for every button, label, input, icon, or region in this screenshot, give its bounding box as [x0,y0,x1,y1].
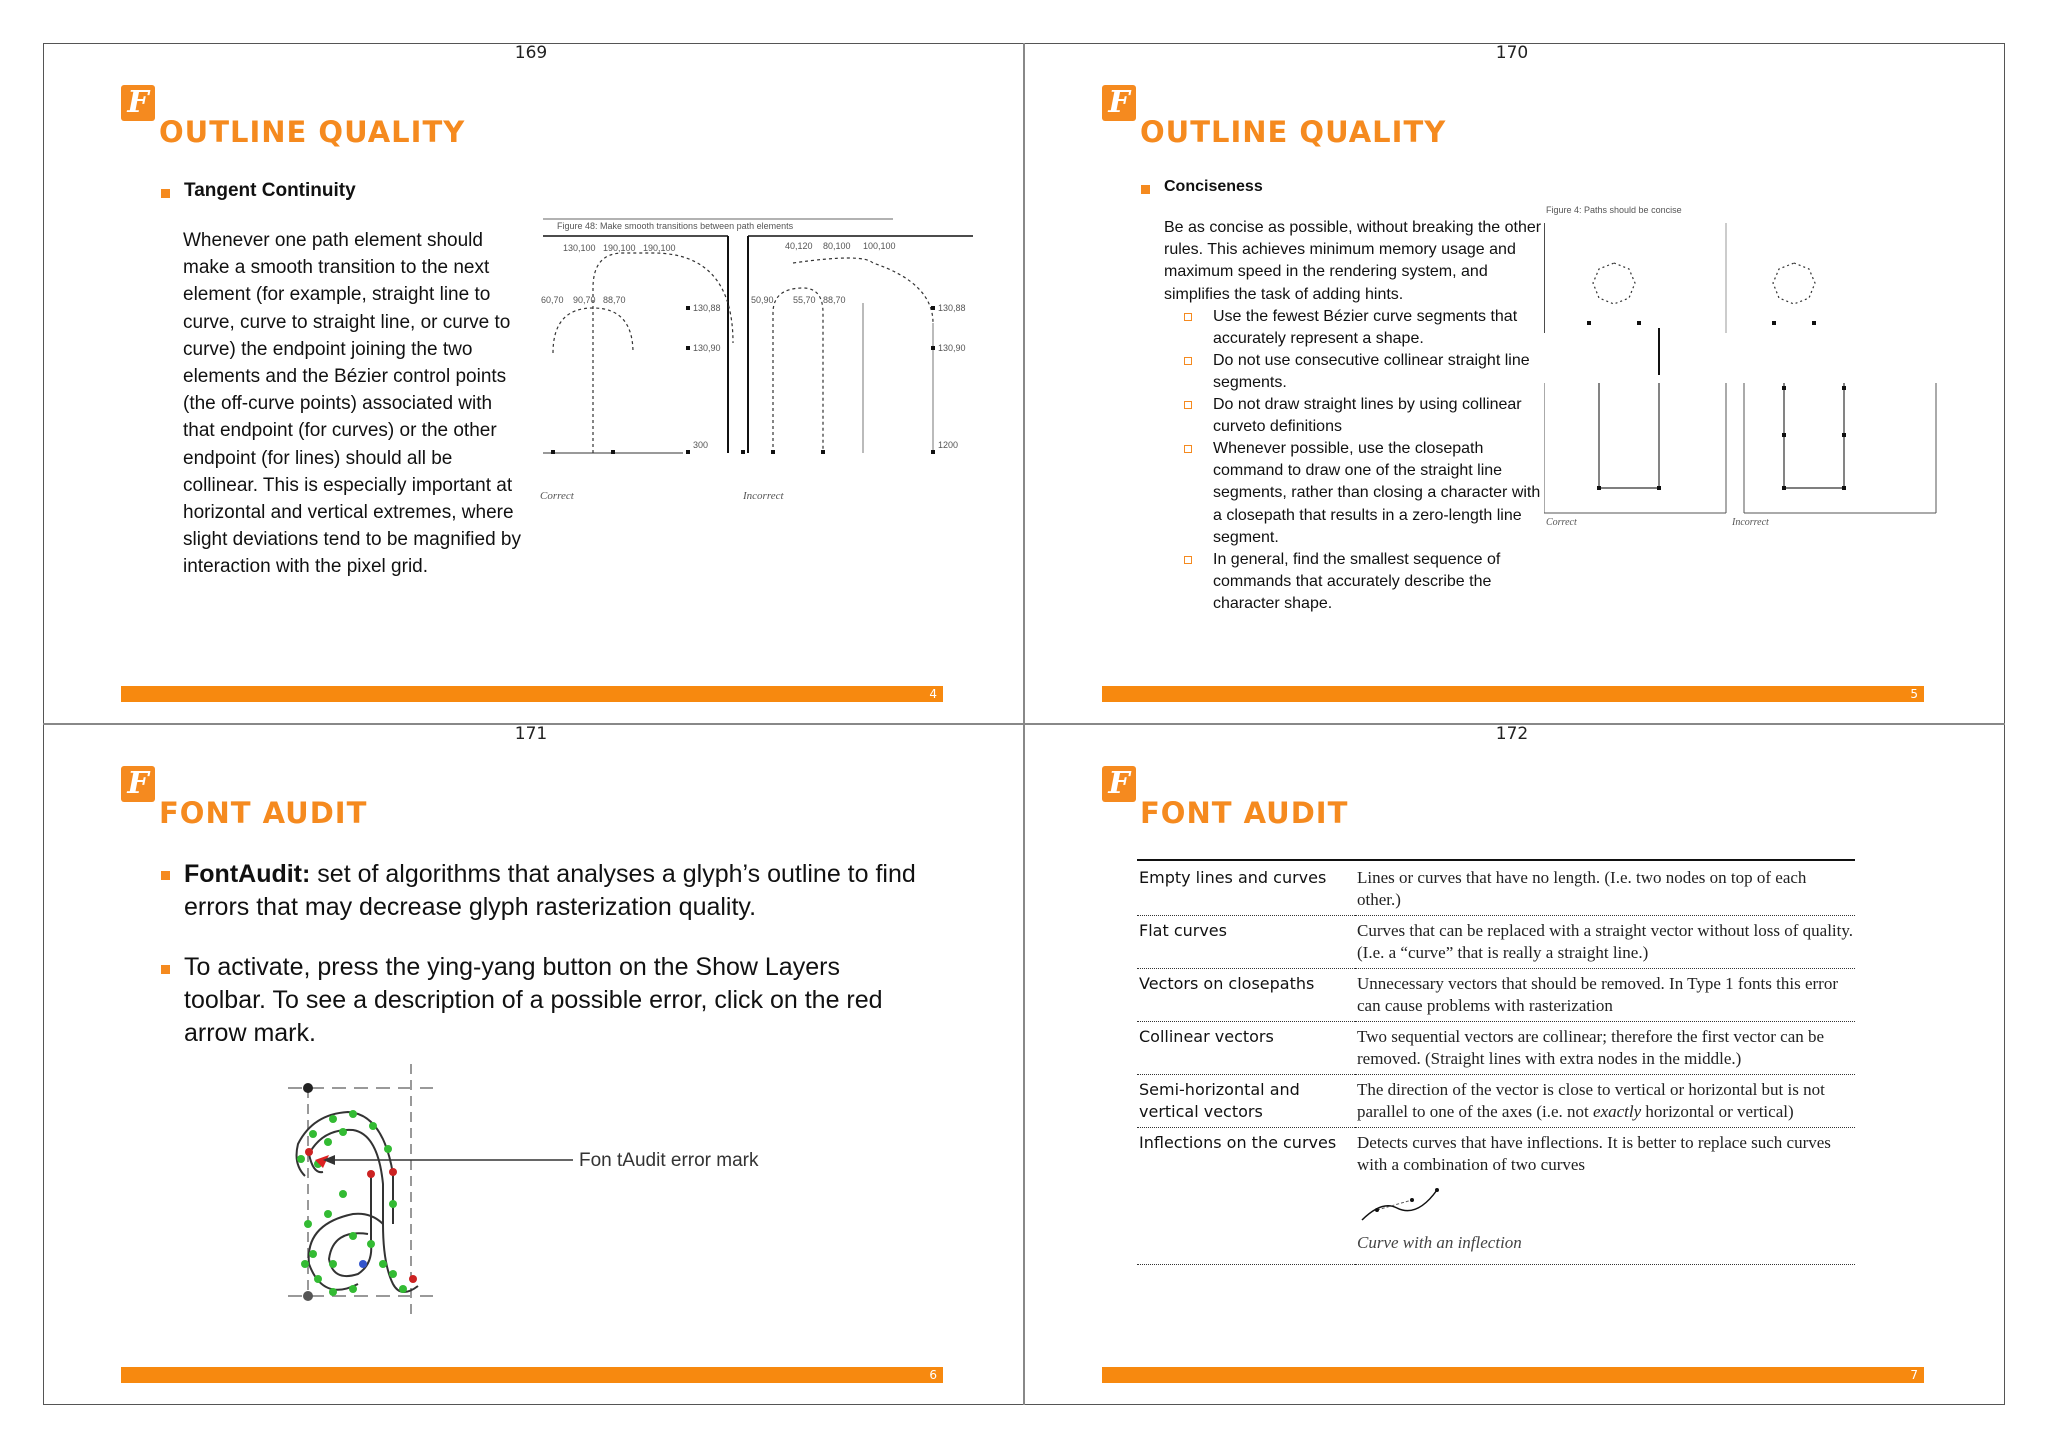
bullet-text: To activate, press the ying-yang button on the Show Layers toolbar. To see a description of a possible error, click on the red arrow mark. [184,953,883,1047]
sub-item: Do not use consecutive collinear straight line segments. [1213,352,1530,392]
svg-text:40,120: 40,120 [785,241,813,251]
bullet-text [184,858,944,924]
bullet-icon [161,189,170,198]
svg-text:88,70: 88,70 [603,295,626,305]
body-text: Whenever one path element should make a smooth transition to the next element (for example, straight line to curve, curve to straight line, or curve to curve) the endpoint joining the two elements and the Bézier control points (the off-curve points) associated with that endpoint (for curves) or the other endpoint (for lines) should all be collinear. This is especially important at horizontal and vertical extremes, where slight deviations tend to be magnified by interaction with the pixel grid. [183,230,521,578]
table-row [1137,916,1855,969]
bullet-heading: Conciseness [1164,178,1263,195]
slide-170 [1024,43,2004,723]
page-number: 169 [514,43,548,63]
checkbox-bullet-icon [1184,313,1192,321]
checkbox-bullet-icon [1184,401,1192,409]
table-top-rule [1137,859,1855,861]
figure-caption: Curve with an inflection [1357,1233,1522,1252]
table-row [1137,1128,1855,1265]
slide-171 [43,724,1023,1404]
slide-title: OUTLINE QUALITY [1140,115,1447,149]
svg-text:55,70: 55,70 [793,295,816,305]
svg-text:300: 300 [693,440,709,450]
slide-footer [1102,1367,1924,1383]
slide-title: FONT AUDIT [1140,796,1349,830]
svg-text:190,100: 190,100 [603,243,636,253]
slide-title: FONT AUDIT [159,796,368,830]
sub-item: Whenever possible, use the closepath command to draw one of the straight line segments, rather than closing a character with a closepath that results in a zero-length line segment. [1213,440,1541,546]
svg-text:190,100: 190,100 [643,243,676,253]
sub-item: In general, find the smallest sequence of commands that accurately describe the character shape. [1213,551,1501,613]
figure-caption-incorrect: Incorrect [1732,517,1769,528]
sub-item: Do not draw straight lines by using collinear curveto definitions [1213,396,1522,436]
intro-text: Be as concise as possible, without breaking the other rules. This achieves minimum memory usage and maximum speed in the rendering system, and simplifies the task of adding hints. [1164,219,1542,303]
conciseness-figure [1544,203,1964,563]
table-row [1137,863,1855,916]
term-cell: Flat curves [1137,916,1355,969]
checkbox-bullet-icon [1184,445,1192,453]
svg-text:130,90: 130,90 [693,343,721,353]
description-cell [1355,1128,1855,1265]
logo-icon: F [1102,766,1136,802]
slide-footer [1102,686,1924,702]
slide-number: 6 [929,1368,937,1382]
svg-text:50,90: 50,90 [751,295,774,305]
description-text: horizontal or vertical) [1641,1102,1794,1121]
checkbox-bullet-icon [1184,556,1192,564]
bullet-term: FontAudit: [184,860,311,888]
page-number: 171 [514,724,548,744]
slide-172 [1024,724,2004,1404]
fontaudit-figure [243,1064,803,1314]
bullet-icon [1141,185,1150,194]
bullet-definition: set of algorithms that analyses a glyph’s outline to find errors that may decrease glyph rasterization quality. [184,860,916,921]
term-cell: Collinear vectors [1137,1022,1355,1075]
slide-number: 7 [1910,1368,1918,1382]
svg-text:130,88: 130,88 [938,303,966,313]
bullet-icon [161,871,170,880]
inflection-curve-icon [1357,1180,1447,1230]
description-cell: Two sequential vectors are collinear; therefore the first vector can be removed. (Straight lines with extra nodes in the middle.) [1355,1022,1855,1075]
figure-caption-incorrect: Incorrect [743,490,784,502]
svg-text:60,70: 60,70 [541,295,564,305]
term-cell: Semi-horizontal and vertical vectors [1137,1075,1355,1128]
logo-icon: F [1102,85,1136,121]
description-cell: Lines or curves that have no length. (I.e. two nodes on top of each other.) [1355,863,1855,916]
description-text: Detects curves that have inflections. It is better to replace such curves with a combination of two curves [1357,1133,1831,1174]
description-cell: Unnecessary vectors that should be removed. In Type 1 fonts this error can cause problems with rasterization [1355,969,1855,1022]
logo-icon: F [121,766,155,802]
figure-caption-correct: Correct [1546,517,1577,528]
table-row [1137,969,1855,1022]
svg-text:Figure 48: Make smooth transit: Figure 48: Make smooth transitions between path elements [557,221,794,231]
figure-caption-correct: Correct [540,490,574,502]
description-cell: Curves that can be replaced with a straight vector without loss of quality. (I.e. a “curve” that is really a straight line.) [1355,916,1855,969]
slide-footer [121,686,943,702]
svg-text:90,70: 90,70 [573,295,596,305]
term-cell: Vectors on closepaths [1137,969,1355,1022]
font-audit-table [1137,863,1855,1265]
checkbox-bullet-icon [1184,357,1192,365]
bullet-icon [161,965,170,974]
page-number: 172 [1495,724,1529,744]
sub-item: Use the fewest Bézier curve segments that accurately represent a shape. [1213,308,1518,348]
svg-text:Figure 4: Paths should be conc: Figure 4: Paths should be concise [1546,205,1682,215]
slide-footer [121,1367,943,1383]
svg-text:130,90: 130,90 [938,343,966,353]
fontaudit-label: Fon tAudit error mark [579,1150,759,1171]
svg-text:100,100: 100,100 [863,241,896,251]
description-emphasis: exactly [1593,1102,1642,1121]
svg-text:130,88: 130,88 [693,303,721,313]
description-text: The direction of the vector is close to vertical or horizontal but is not parallel to one of the axes (i.e. not [1357,1080,1825,1121]
bullet-heading: Tangent Continuity [184,180,356,201]
description-cell [1355,1075,1855,1128]
table-row [1137,1022,1855,1075]
tangent-figure [533,213,973,503]
slide-number: 4 [929,687,937,701]
svg-text:1200: 1200 [938,440,959,450]
svg-text:88,70: 88,70 [823,295,846,305]
svg-text:130,100: 130,100 [563,243,596,253]
slide-number: 5 [1910,687,1918,701]
term-cell: Inflections on the curves [1137,1128,1355,1265]
term-cell: Empty lines and curves [1137,863,1355,916]
svg-text:80,100: 80,100 [823,241,851,251]
table-row [1137,1075,1855,1128]
slide-169 [43,43,1023,723]
slide-title: OUTLINE QUALITY [159,115,466,149]
page-number: 170 [1495,43,1529,63]
logo-icon: F [121,85,155,121]
